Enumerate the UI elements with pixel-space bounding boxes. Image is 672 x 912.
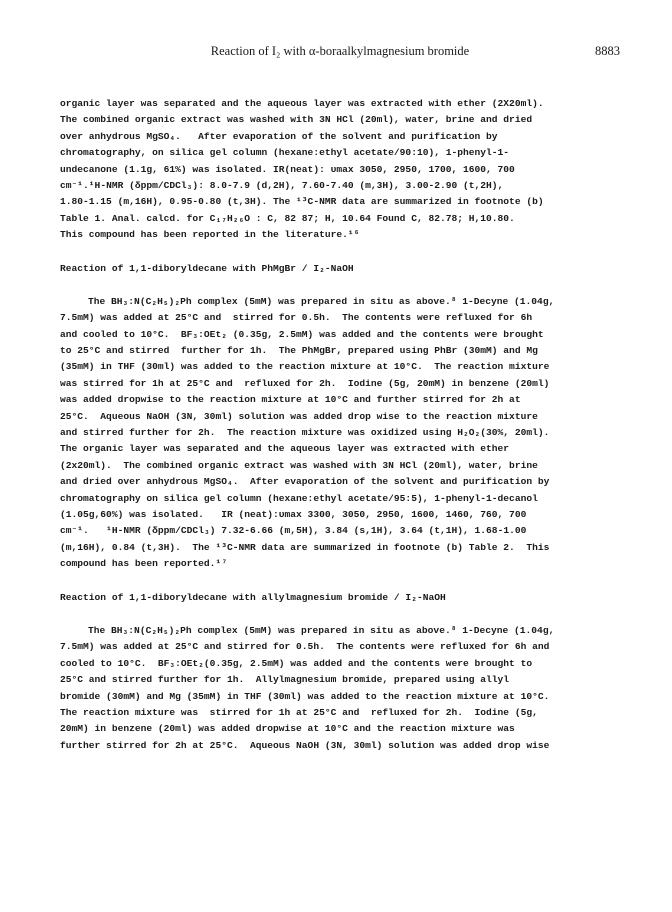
text-line: was stirred for 1h at 25°C and refluxed for 2h. Iodine (5g, 20mM) in benzene (20ml) [60, 377, 550, 389]
text-line: The combined organic extract was washed with 3N HCl (20ml), water, brine and dried [60, 114, 533, 126]
spacer [60, 244, 620, 261]
paragraph-2 [60, 294, 620, 573]
text-line: was added dropwise to the reaction mixture at 10°C and further stirred for 2h at [60, 394, 521, 406]
text-line: cooled to 10°C. BF₃:OEt₂(0.35g, 2.5mM) was added and the contents were brought to [60, 657, 533, 669]
text-line: cm⁻¹.¹H-NMR (δppm/CDCl₃): 8.0-7.9 (d,2H), 7.60-7.40 (m,3H), 3.00-2.90 (t,2H), [60, 179, 504, 191]
text-line: (m,16H), 0.84 (t,3H). The ¹³C-NMR data are summarized in footnote (b) Table 2. This [60, 541, 550, 553]
page-number: 8883 [595, 44, 620, 58]
text-line: 7.5mM) was added at 25°C and stirred for 0.5h. The contents were refluxed for 6h and [60, 641, 550, 653]
text-line: 25°C. Aqueous NaOH (3N, 30ml) solution was added drop wise to the reaction mixture [60, 410, 538, 422]
text-line: to 25°C and stirred further for 1h. The PhMgBr, prepared using PhBr (30mM) and Mg [60, 345, 538, 357]
text-line: The organic layer was separated and the aqueous layer was extracted with ether [60, 443, 510, 455]
text-line: (1.05g,60%) was isolated. IR (neat):υmax 3300, 3050, 2950, 1600, 1460, 760, 700 [60, 508, 527, 520]
text-line: The reaction mixture was stirred for 1h at 25°C and refluxed for 2h. Iodine (5g, [60, 706, 538, 718]
text-line: and dried over anhydrous MgSO₄. After evaporation of the solvent and purification by [60, 476, 550, 488]
text-line: 20mM) in benzene (20ml) was added dropwise at 10°C and the reaction mixture was [60, 723, 515, 735]
text-line: bromide (30mM) and Mg (35mM) in THF (30ml) was added to the reaction mixture at 10°C. [60, 690, 550, 702]
section-heading: Reaction of 1,1-diboryldecane with PhMgBr / I₂-NaOH [60, 262, 354, 274]
body-text [60, 96, 620, 754]
text-line: cm⁻¹. ¹H-NMR (δppm/CDCl₃) 7.32-6.66 (m,5H), 3.84 (s,1H), 3.64 (t,1H), 1.68-1.00 [60, 525, 527, 537]
text-line: and stirred further for 2h. The reaction mixture was oxidized using H₂O₂(30%, 20ml). [60, 427, 550, 439]
text-line: undecanone (1.1g, 61%) was isolated. IR(neat): υmax 3050, 2950, 1700, 1600, 700 [60, 163, 515, 175]
text-line: further stirred for 2h at 25°C. Aqueous NaOH (3N, 30ml) solution was added drop wise [60, 739, 550, 751]
running-header [60, 44, 620, 64]
text-line: 7.5mM) was added at 25°C and stirred for 0.5h. The contents were refluxed for 6h [60, 312, 533, 324]
text-line: The BH₃:N(C₂H₅)₂Ph complex (5mM) was prepared in situ as above.⁸ 1-Decyne (1.04g, [88, 624, 555, 636]
spacer [60, 606, 620, 623]
text-line: (35mM) in THF (30ml) was added to the reaction mixture at 10°C. The reaction mixture [60, 361, 550, 373]
text-line: 1.80-1.15 (m,16H), 0.95-0.80 (t,3H). The ¹³C-NMR data are summarized in footnote (b) [60, 196, 544, 208]
text-line: chromatography, on silica gel column (hexane:ethyl acetate/90:10), 1-phenyl-1- [60, 147, 510, 159]
spacer [60, 573, 620, 590]
text-line: compound has been reported.¹⁷ [60, 558, 227, 570]
text-line: (2x20ml). The combined organic extract was washed with 3N HCl (20ml), water, brine [60, 459, 538, 471]
text-line: over anhydrous MgSO₄. After evaporation of the solvent and purification by [60, 130, 498, 142]
text-line: 25°C and stirred further for 1h. Allylmagnesium bromide, prepared using allyl [60, 674, 510, 686]
text-line: This compound has been reported in the literature.¹⁶ [60, 229, 360, 241]
text-line: and cooled to 10°C. BF₃:OEt₂ (0.35g, 2.5mM) was added and the contents were brought [60, 328, 544, 340]
paragraph-1 [60, 96, 620, 244]
text-line: chromatography on silica gel column (hexane:ethyl acetate/95:5), 1-phenyl-1-decanol [60, 492, 538, 504]
text-line: Table 1. Anal. calcd. for C₁₇H₂₆O : C, 82 87; H, 10.64 Found C, 82.78; H,10.80. [60, 212, 515, 224]
text-line: The BH₃:N(C₂H₅)₂Ph complex (5mM) was prepared in situ as above.⁸ 1-Decyne (1.04g, [88, 295, 555, 307]
text-line: organic layer was separated and the aqueous layer was extracted with ether (2X20ml). [60, 98, 544, 109]
section-heading: Reaction of 1,1-diboryldecane with allylmagnesium bromide / I₂-NaOH [60, 591, 446, 603]
paragraph-3 [60, 623, 620, 754]
spacer [60, 277, 620, 294]
running-title: Reaction of I₂ with α-boraalkylmagnesium bromide [210, 44, 470, 58]
